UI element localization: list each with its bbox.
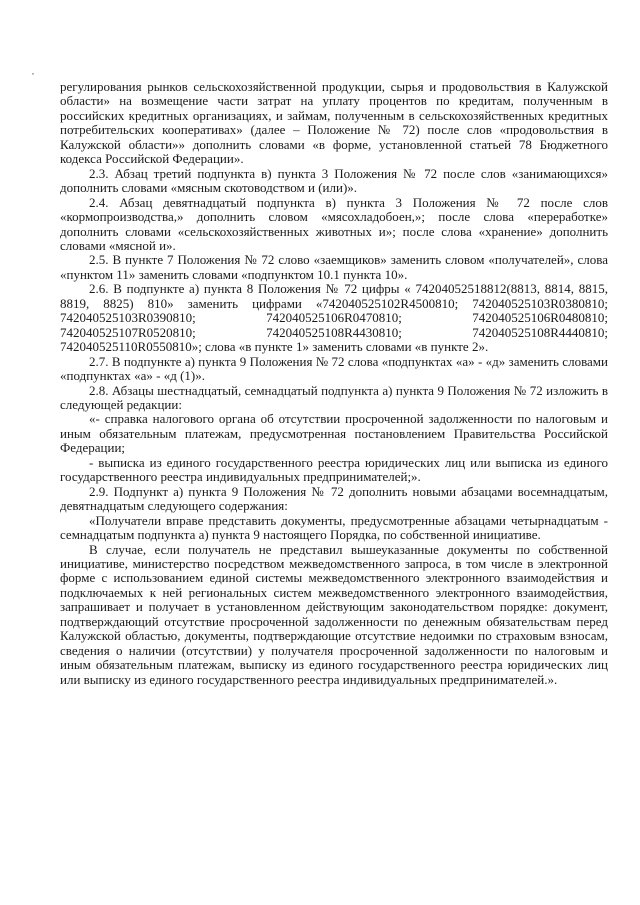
quote-certificate: «- справка налогового органа об отсутствии просроченной задолженности по налоговым и иным обязательным платежам, предусмотренная постановлением Правительства Российской Федерации; [60,411,608,456]
scan-corner-mark: , [32,67,34,76]
paragraph-2-6: 2.6. В подпункте а) пункта 8 Положения № 72 цифры « 74204052518812(8813, 8814, 8815, 8819, 8825) 810» заменить цифрами «742040525102R4500810; 742040525103R0380810; 742040525103R0390810; 742040525106R0470810; 742040525106R0480810; 742040525107R0520810; 742040525108R4430810; 742040525108R4440810; 742040525110R0550810»; слова «в пункте 1» заменить словами «в пункте 2». [60,281,608,355]
paragraph-2-3: 2.3. Абзац третий подпункта в) пункта 3 Положения № 72 после слов «занимающихся» дополнить словами «мясным скотоводством и (или)». [60,165,608,196]
paragraph-continuation: регулирования рынков сельскохозяйственной продукции, сырья и продовольствия в Калужской области» на возмещение части затрат на уплату процентов по кредитам, полученным в российских кредитных организациях, и займам, полученным в сельскохозяйственных кредитных потребительских кооперативах» (далее – Положение № 72) после слов «продовольствия в Калужской области»» дополнить словами «в форме, установленной статьей 78 Бюджетного кодекса Российской Федерации». [60,79,608,167]
paragraph-2-4: 2.4. Абзац девятнадцатый подпункта в) пункта 3 Положения № 72 после слов «кормопроизводства,» дополнить словом «мясохладобоен,»; после слова «переработке» дополнить словами «сельскохозяйственных животных и»; после слова «хранение» дополнить словами «мясной и». [60,194,608,253]
paragraph-2-7: 2.7. В подпункте а) пункта 9 Положения № 72 слова «подпунктах «а» - «д» заменить словами «подпунктах «а» - «д (1)». [60,353,608,384]
quote-interagency-request: В случае, если получатель не представил вышеуказанные документы по собственной инициативе, министерство посредством межведомственного запроса, в том числе в электронной форме с использованием единой системы межведомственного электронного взаимодействия и подключаемых к ней региональных систем межведомственного электронного взаимодействия, запрашивает и получает в установленном действующим законодательством порядке: документ, подтверждающий отсутствие просроченной задолженности по денежным обязательствам перед Калужской областью, документы, подтверждающие отсутствие недоимки по страховым взносам, сведения о наличии (отсутствии) у получателя просроченной задолженности по налоговым и иным обязательным платежам, выписку из единого государственного реестра юридических лиц или выписку из единого государственного реестра индивидуальных предпринимателей.». [60,541,608,687]
quote-recipients: «Получатели вправе представить документы, предусмотренные абзацами четырнадцатым - семнадцатым подпункта а) пункта 9 настоящего Порядка, по собственной инициативе. [60,512,608,543]
paragraph-2-5: 2.5. В пункте 7 Положения № 72 слово «заемщиков» заменить словом «получателей», слова «пунктом 11» заменить словами «подпунктом 10.1 пункта 10». [60,252,608,282]
quote-extract: - выписка из единого государственного реестра юридических лиц или выписка из единого государственного реестра индивидуальных предпринимателей;». [60,454,608,485]
paragraph-2-8: 2.8. Абзацы шестнадцатый, семнадцатый подпункта а) пункта 9 Положения № 72 изложить в следующей редакции: [60,382,608,412]
paragraph-2-9: 2.9. Подпункт а) пункта 9 Положения № 72 дополнить новыми абзацами восемнадцатым, девятнадцатым следующего содержания: [60,483,608,514]
document-page [60,80,608,687]
